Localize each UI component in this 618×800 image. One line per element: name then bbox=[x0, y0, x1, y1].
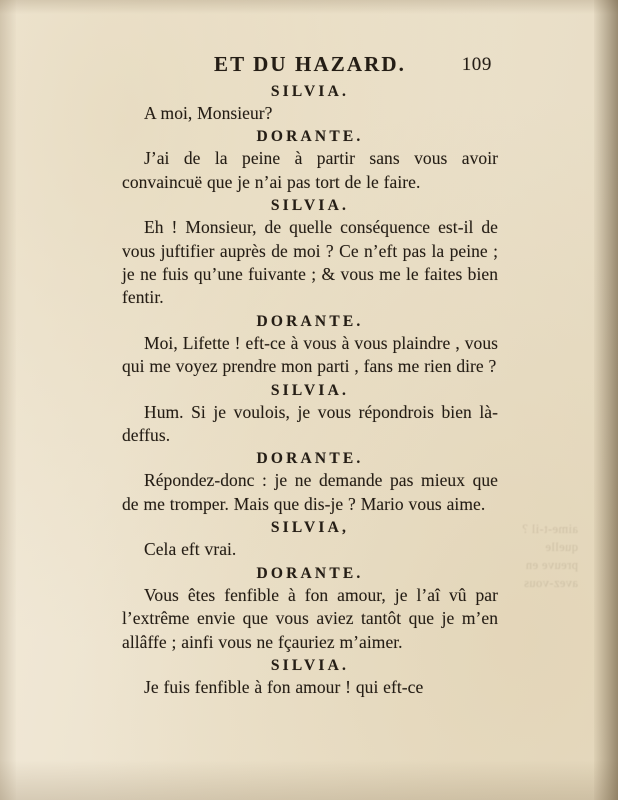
speech-text: Vous êtes fenfible à fon amour, je l’aî vû par l’extrême envie que vous aviez tantôt que je m’en allâffe ; ainfi vous ne fçauriez m’aimer. bbox=[122, 584, 498, 652]
speaker-name: DORANTE. bbox=[256, 128, 364, 146]
running-title: ET DU HAZARD. bbox=[213, 52, 407, 76]
speaker-name: DORANTE. bbox=[256, 312, 364, 330]
speech-block bbox=[122, 657, 498, 699]
speech-text: A moi, Monsieur? bbox=[144, 103, 273, 123]
speaker-name: DORANTE. bbox=[256, 450, 364, 468]
page-bottom-shadow bbox=[0, 760, 618, 800]
speech-text: Hum. Si je voulois, je vous répondrois bien là-deffus. bbox=[122, 401, 498, 446]
speech-block bbox=[122, 128, 498, 194]
speech-text: Moi, Lifette ! eft-ce à vous à vous plaindre , vous qui me voyez prendre mon parti , fans me rien dire ? bbox=[122, 332, 498, 377]
speech-text: J’ai de la peine à partir sans vous avoir convaincuë que je n’ai pas tort de le faire. bbox=[122, 148, 498, 192]
page-header bbox=[122, 52, 498, 77]
speech-text: Je fuis fenfible à fon amour ! qui eft-ce bbox=[144, 676, 424, 697]
speech-text: Eh ! Monsieur, de quelle conséquence est-il de vous juftifier auprès de moi ? Ce n’eft pas la peine ; je ne fuis qu’une fuivante ; & vous me le faites bien fentir. bbox=[122, 217, 498, 308]
speaker-name: DORANTE. bbox=[256, 564, 364, 582]
speech-block bbox=[122, 565, 498, 654]
page-text-block bbox=[122, 52, 498, 699]
speech-text: Répondez-donc : je ne demande pas mieux que de me tromper. Mais que dis-je ? Mario vous aime. bbox=[122, 470, 498, 514]
speech-text: Cela eft vrai. bbox=[144, 539, 237, 560]
speaker-name: SILVIA. bbox=[270, 197, 350, 215]
speech-block bbox=[122, 382, 498, 448]
speech-block bbox=[122, 197, 498, 310]
speech-block bbox=[122, 83, 498, 125]
verso-bleedthrough: aime-t-il ? quelle preuve en avez-vous bbox=[521, 522, 578, 590]
page-top-shadow bbox=[0, 0, 618, 14]
speaker-name: SILVIA. bbox=[270, 381, 350, 399]
speech-block bbox=[122, 450, 498, 516]
page-gutter-shadow bbox=[594, 0, 618, 800]
speaker-name: SILVIA. bbox=[270, 656, 350, 674]
speaker-name: SILVIA, bbox=[270, 519, 350, 537]
page-number: 109 bbox=[461, 54, 492, 75]
speaker-name: SILVIA. bbox=[270, 83, 350, 100]
speech-block bbox=[122, 519, 498, 561]
speech-block bbox=[122, 313, 498, 379]
page-left-shadow bbox=[0, 0, 16, 800]
